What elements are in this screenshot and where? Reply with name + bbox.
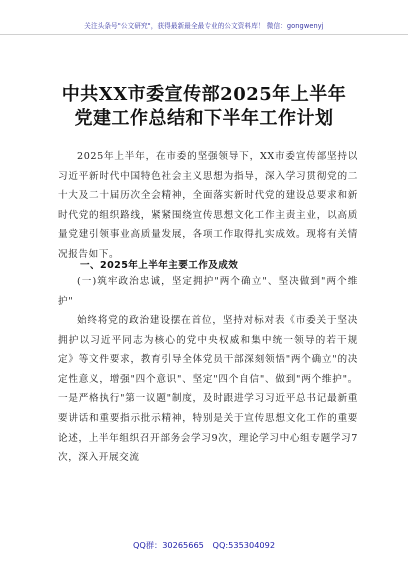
footer-qq: QQ:535304092 xyxy=(212,540,276,550)
document-title-line-2: 党建工作总结和下半年工作计划 xyxy=(74,108,334,129)
document-title-line-1: 中共XX市委宣传部2025年上半年 xyxy=(61,84,347,105)
intro-paragraph: 2025年上半年，在市委的坚强领导下，XX市委宣传部坚持以习近平新时代中国特色社会主义思想为指导，深入学习贯彻党的二十大及二十届历次全会精神，全面落实新时代党的建设总要求和新时代党的组织路线，紧紧围绕宣传思想文化工作主责主业，以高质量党建引领事业高质量发展，各项工作取得扎实成效。现将有关情况报告如下。 xyxy=(58,151,358,260)
header-divider xyxy=(0,34,408,35)
subsection-heading: (一)筑牢政治忠诚，坚定拥护"两个确立"、坚决做到"两个维护" xyxy=(58,276,358,307)
footer-contact xyxy=(0,540,408,551)
body-paragraph: 始终将党的政治建设摆在首位，坚持对标对表《市委关于坚决拥护以习近平同志为核心的党中央权威和集中统一领导的若干规定》等文件要求，教育引导全体党员干部深刻领悟"两个确立"的决定性意义，增强"四个意识"、坚定"四个自信"、做到"两个维护"。一是严格执行"第一议题"制度，及时跟进学习习近平总书记最新重要讲话和重要指示批示精神，特别是关于宣传思想文化工作的重要论述，上半年组织召开部务会学习9次，理论学习中心组专题学习7次，深入开展交流 xyxy=(58,315,358,464)
header-banner: 关注头条号"公文研究"，获得最新最全最专业的公文资料库！ 微信：gongwenyj xyxy=(84,22,324,30)
section-heading: 一、2025年上半年主要工作及成效 xyxy=(80,260,239,271)
footer-qq-group: QQ群：30265665 xyxy=(132,540,204,550)
